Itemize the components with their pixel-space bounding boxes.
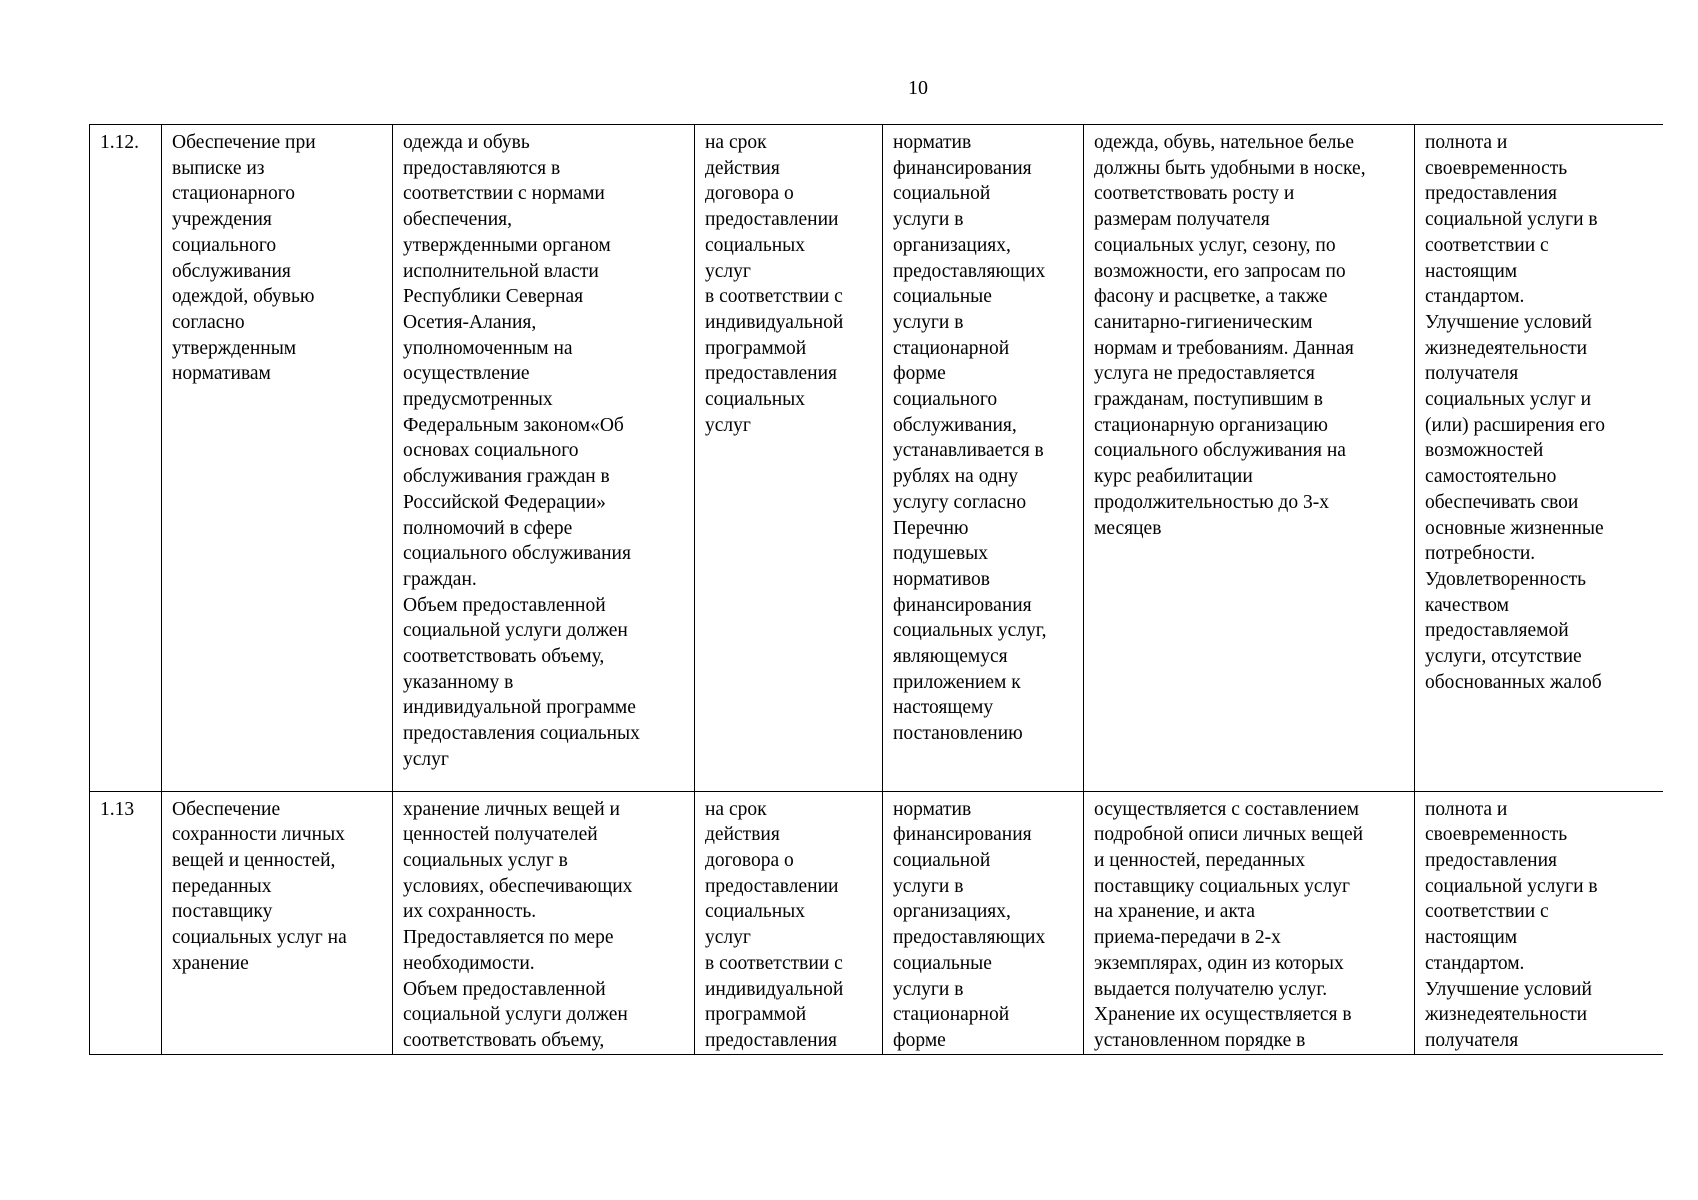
financing-norm-cell: норматив финансирования социальной услуги в организациях, предоставляющих социальные услуги в стационарной форме [883,791,1084,1055]
service-name-cell: Обеспечение при выписке из стационарного учреждения социального обслуживания одеждой, обувью согласно утвержденным нормативам [162,125,393,792]
table-viewport [89,124,1663,1055]
row-number-cell: 1.12. [90,125,162,792]
page-number: 10 [908,77,928,99]
quality-indicators-cell: полнота и своевременность предоставления социальной услуги в соответствии с настоящим стандартом. Улучшение условий жизнедеятельности получателя социальных услуг и (или) расширения его возможностей самостоятельно обеспечивать свои основные жизненные потребности. Удовлетворенность качеством предоставляемой услуги, отсутствие обоснованных жалоб [1415,125,1664,792]
service-term-cell: на срок действия договора о предоставлении социальных услуг в соответствии с индивидуальной программой предоставления [695,791,883,1055]
service-name-cell: Обеспечение сохранности личных вещей и ценностей, переданных поставщику социальных услуг на хранение [162,791,393,1055]
service-description-cell: хранение личных вещей и ценностей получателей социальных услуг в условиях, обеспечивающих их сохранность. Предоставляется по мере необходимости. Объем предоставленной социальной услуги должен соответствовать объему, [393,791,695,1055]
service-conditions-cell: одежда, обувь, нательное белье должны быть удобными в носке, соответствовать росту и размерам получателя социальных услуг, сезону, по возможности, его запросам по фасону и расцветке, а также санитарно-гигиеническим нормам и требованиям. Данная услуга не предоставляется гражданам, поступившим в стационарную организацию социального обслуживания на курс реабилитации продолжительностью до 3-х месяцев [1084,125,1415,792]
financing-norm-cell: норматив финансирования социальной услуги в организациях, предоставляющих социальные услуги в стационарной форме социального обслуживания, устанавливается в рублях на одну услугу согласно Перечню подушевых нормативов финансирования социальных услуг, являющемуся приложением к настоящему постановлению [883,125,1084,792]
service-description-cell: одежда и обувь предоставляются в соответствии с нормами обеспечения, утвержденными органом исполнительной власти Республики Северная Осетия-Алания, уполномоченным на осуществление предусмотренных Федеральным законом«Об основах социального обслуживания граждан в Российской Федерации» полномочий в сфере социального обслуживания граждан. Объем предоставленной социальной услуги должен соответствовать объему, указанному в индивидуальной программе предоставления социальных услуг [393,125,695,792]
table-row [90,791,1664,1055]
service-term-cell: на срок действия договора о предоставлении социальных услуг в соответствии с индивидуальной программой предоставления социальных услуг [695,125,883,792]
table-row [90,125,1664,792]
row-number-cell: 1.13 [90,791,162,1055]
quality-indicators-cell: полнота и своевременность предоставления социальной услуги в соответствии с настоящим стандартом. Улучшение условий жизнедеятельности получателя [1415,791,1664,1055]
service-standards-table [89,124,1663,1055]
service-conditions-cell: осуществляется с составлением подробной описи личных вещей и ценностей, переданных поставщику социальных услуг на хранение, и акта приема-передачи в 2-х экземплярах, один из которых выдается получателю услуг. Хранение их осуществляется в установленном порядке в [1084,791,1415,1055]
